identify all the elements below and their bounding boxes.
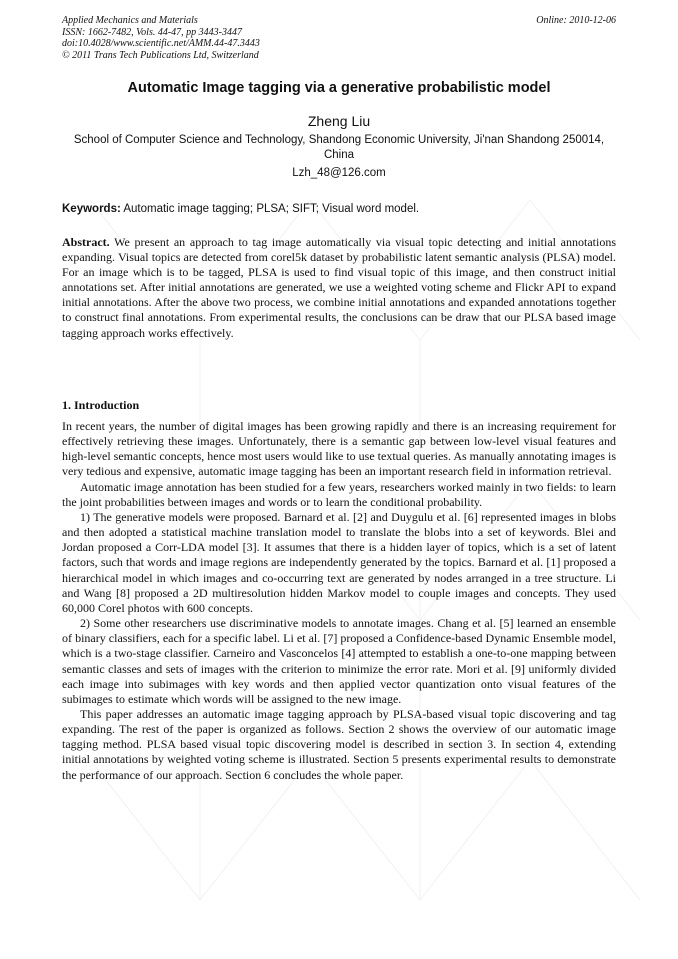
section-heading: 1. Introduction [62, 398, 140, 412]
paragraph: Automatic image annotation has been studied for a few years, researchers worked mainly in two fields: to learn the joint probabilities between images and words or to learn the conditional probability. [62, 479, 616, 509]
paragraph: This paper addresses an automatic image tagging approach by PLSA-based visual topic discovering and tag expanding. The rest of the paper is organized as follows. Section 2 shows the overview of our automatic image tagging method. PLSA based visual topic discovering model is described in section 3. In section 4, extending initial annotations by weighted voting scheme is illustrated. Section 5 presents experimental results to demonstrate the performance of our approach. Section 6 concludes the whole paper. [62, 706, 616, 782]
journal-header [62, 15, 462, 61]
online-date: Online: 2010-12-06 [536, 15, 616, 26]
journal-issn: ISSN: 1662-7482, Vols. 44-47, pp 3443-3447 [62, 26, 242, 38]
paragraph: In recent years, the number of digital images has been growing rapidly and there is an increasing requirement for effectively retrieving these images. Unfortunately, there is a semantic gap between low-level visual features and high-level semantic concepts, hence most users would like to use textual queries. As manually annotating images is very tedious and expensive, automatic image tagging has been an important research field in information retrieval. [62, 419, 616, 479]
keywords [62, 203, 616, 215]
section-body [62, 419, 616, 783]
abstract-label: Abstract. [62, 235, 110, 249]
paper-author: Zheng Liu [307, 113, 371, 129]
abstract-text: We present an approach to tag image automatically via visual topic detecting and initial annotations expanding. Visual topics are detected from corel5k dataset by probabilistic latent semantic analysis (PLSA) model. For an image which is to be tagged, PLSA is used to find visual topic of this image, and then construct initial annotations set. After initial annotations are generated, we use a weighted voting scheme and Flickr API to expand initial annotations. After the above two process, we combine initial annotations and expanded annotations together to construct final annotations. From experimental results, the conclusions can be draw that our PLSA based image tagging approach works effectively. [62, 235, 616, 340]
paragraph: 1) The generative models were proposed. Barnard et al. [2] and Duygulu et al. [6] represented images in blobs and then adopted a statistical machine translation model to translate the blobs into a set of keywords. Blei and Jordan proposed a Corr-LDA model [3]. It assumes that there is a hidden layer of topics, which is a set of latent factors, such that words and image regions are independently generated by the topics. Barnard et al. [1] proposed a hierarchical model in which images and co-occurring text are generated by nodes arranged in a tree structure. Li and Wang [8] proposed a 2D multiresolution hidden Markov model to couple images and concepts. They used 60,000 Corel photos with 600 concepts. [62, 509, 616, 615]
abstract [62, 235, 616, 341]
journal-name: Applied Mechanics and Materials [62, 15, 198, 26]
journal-copyright: © 2011 Trans Tech Publications Ltd, Switzerland [62, 49, 259, 61]
paper-title: Automatic Image tagging via a generative probabilistic model [127, 80, 551, 96]
keywords-text: Automatic image tagging; PLSA; SIFT; Visual word model. [120, 203, 420, 215]
author-affiliation: School of Computer Science and Technology, Shandong Economic University, Ji'nan Shandong 250014, China [73, 134, 605, 161]
paragraph: 2) Some other researchers use discriminative models to annotate images. Chang et al. [5] learned an ensemble of binary classifiers, each for a specific label. Li et al. [7] proposed a Confidence-based Dynamic Ensemble model, which is a two-stage classifier. Carneiro and Vasconcelos [4] attempted to establish a one-to-one mapping between semantic classes and sets of images with the criterion to minimize the error rate. Mori et al. [9] uniformly divided each image into subimages with key words and then applied vector quantization onto visual features of the subimages to estimate which words will be assigned to the new image. [62, 616, 616, 706]
journal-doi: doi:10.4028/www.scientific.net/AMM.44-47.3443 [62, 38, 260, 49]
author-email: Lzh_48@126.com [292, 167, 386, 179]
keywords-label: Keywords: [62, 203, 121, 215]
